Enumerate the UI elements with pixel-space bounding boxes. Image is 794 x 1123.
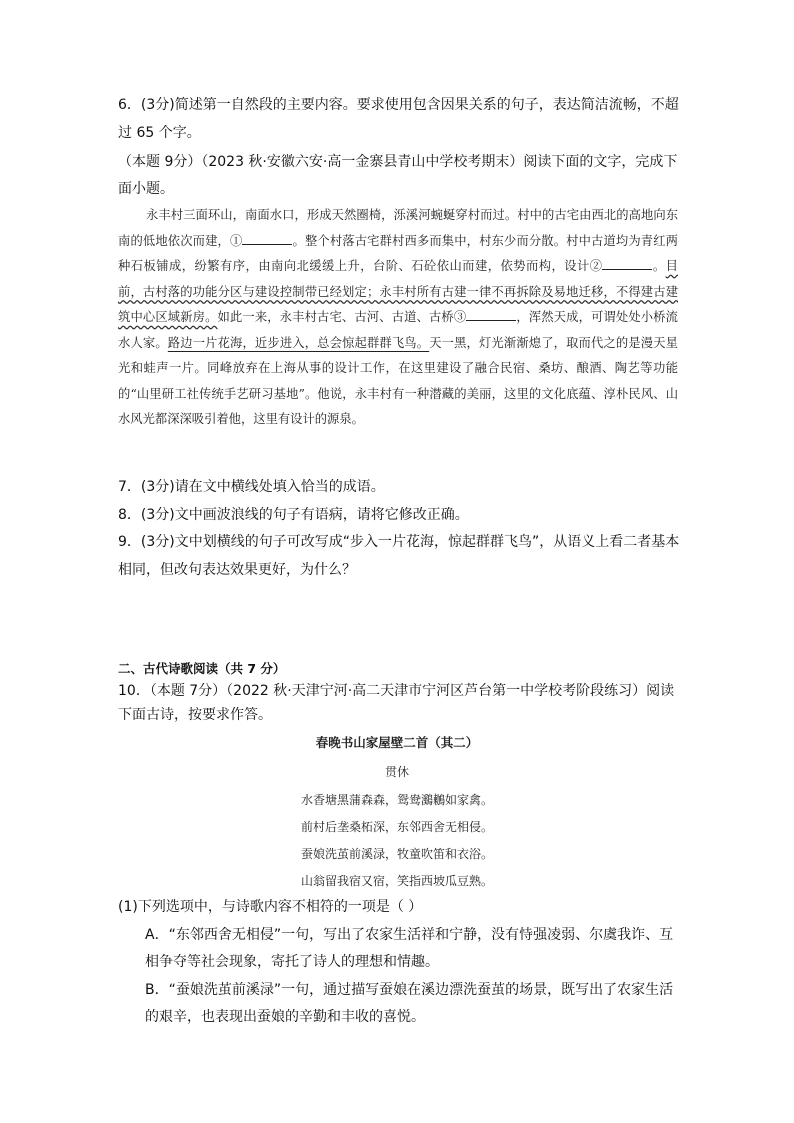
poem-author: 贯休 bbox=[384, 765, 409, 779]
passage-intro-line2: 面小题。 bbox=[118, 181, 174, 197]
section-heading: 二、古代诗歌阅读（共 7 分） bbox=[118, 661, 286, 676]
passage-text: 。 bbox=[652, 259, 666, 273]
option-a-line2: 相争夺等社会现象，寄托了诗人的理想和情趣。 bbox=[145, 954, 439, 970]
question-10-line1: 10．（本题 7分）（2022 秋·天津宁河·高二天津市宁河区芦台第一中学校考阶段练习）阅读 bbox=[118, 683, 675, 699]
question-10-line2: 下面古诗，按要求作答。 bbox=[118, 707, 272, 723]
reading-passage bbox=[118, 203, 678, 433]
option-a-line1: A．“东邻西舍无相侵”一句，写出了农家生活祥和宁静，没有恃强凌弱、尔虞我诈、互 bbox=[145, 927, 674, 943]
question-6-line2: 过 65 个字。 bbox=[118, 125, 201, 141]
question-8: 8．(3分)文中画波浪线的句子有语病，请将它修改正确。 bbox=[118, 507, 469, 523]
question-9-line2: 相同，但改句表达效果更好，为什么？ bbox=[118, 562, 356, 578]
question-9-line1: 9．(3分)文中划横线的句子可改写成“步入一片花海，惊起群群飞鸟”，从语义上看二者基本 bbox=[118, 534, 680, 550]
passage-text: 如此一来，永丰村古宅、古河、古道、古桥③ bbox=[217, 310, 467, 324]
option-b-line1: B．“蚕娘洗茧前溪渌”一句，通过描写蚕娘在溪边漂洗蚕茧的场景，既写出了农家生活 bbox=[145, 982, 674, 998]
subquestion-1-stem: (1)下列选项中，与诗歌内容不相符的一项是（ ） bbox=[118, 899, 423, 915]
poem-line: 蚕娘洗茧前溪渌，牧童吹笛和衣浴。 bbox=[300, 847, 493, 861]
blank-3 bbox=[466, 308, 516, 321]
poem-line: 山翁留我宿又宿，笑指西坡瓜豆熟。 bbox=[300, 874, 493, 888]
blank-1 bbox=[242, 232, 292, 245]
question-6-line1: 6．(3分)简述第一自然段的主要内容。要求使用包含因果关系的句子，表达简洁流畅，不超 bbox=[118, 97, 679, 113]
poem-line: 水香塘黑蒲森森，鸳鸯鸂鶒如家禽。 bbox=[300, 793, 493, 807]
poem-line: 前村后垄桑柘深，东邻西舍无相侵。 bbox=[300, 820, 493, 834]
option-b-line2: 的艰辛，也表现出蚕娘的辛勤和丰收的喜悦。 bbox=[145, 1009, 425, 1025]
question-7: 7．(3分)请在文中横线处填入恰当的成语。 bbox=[118, 479, 385, 495]
passage-text: 天一黑，灯光渐渐熄了，取而代之的是漫天星光和蛙声一片。同峰放弃在上海从事的设计工作，在这里建设了融合民宿、桑坊、酿酒、陶艺等功能的“山里研工社传统手艺研习基地”。他说，永丰村有一种潜藏的美丽，这里的文化底蕴、淳朴民风、山水风光都深深吸引着他，这里有设计的源泉。 bbox=[118, 335, 678, 426]
passage-text: 永丰村三面环山，南面水口，形成天然圈椅，泺溪河蜿蜒穿村而过。村中的古宅由西北的高地向东南的低地依次而建，① bbox=[118, 208, 678, 248]
wavy-underlined-sentence: 目前，古村落的功能分区与建设控制带已经划定；永丰村所有古建一律不再拆除及易地迁移，不得建古建筑中心区域新房。 bbox=[118, 259, 678, 324]
passage-text: 。整个村落古宅群村西多而集中，村东少而分散。村中古道均为青红两种石板铺成，纷繁有序，由南向北缓缓上升，台阶、石砼依山而建，依势而构，设计② bbox=[118, 233, 678, 273]
passage-text: ，浑然天成，可谓处处小桥流水人家。 bbox=[118, 310, 678, 350]
underlined-sentence: 路边一片花海，近步进入，总会惊起群群飞鸟。 bbox=[167, 335, 430, 350]
poem-title: 春晚书山家屋壁二首（其二） bbox=[315, 735, 479, 750]
passage-intro-line1: （本题 9分）（2023 秋·安徽六安·高一金寨县青山中学校考期末）阅读下面的文字，完成下 bbox=[118, 154, 678, 170]
blank-2 bbox=[602, 257, 652, 270]
